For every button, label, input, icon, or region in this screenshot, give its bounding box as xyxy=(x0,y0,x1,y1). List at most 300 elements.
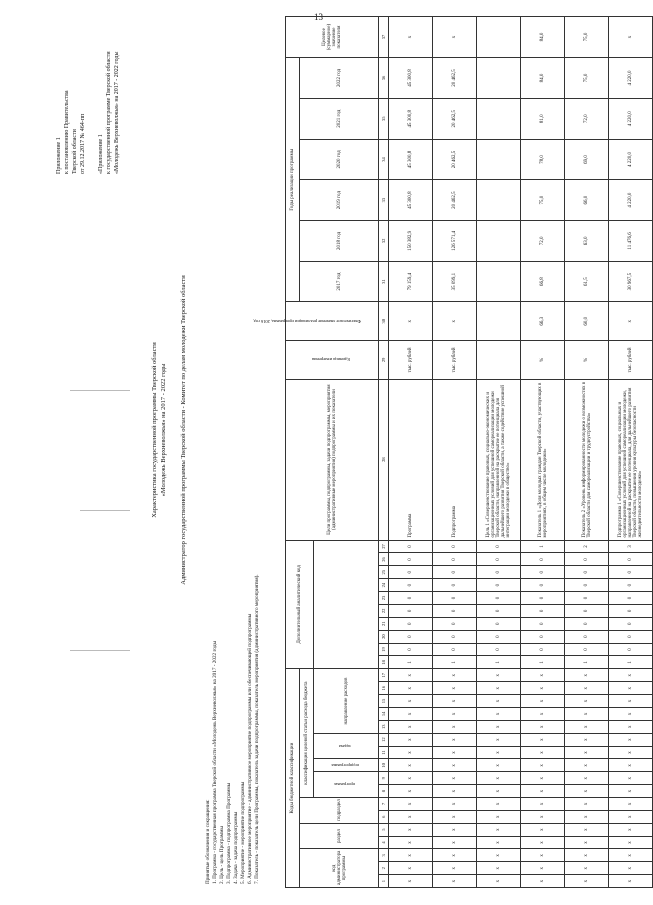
additional-code-cell: 0 xyxy=(477,592,521,605)
column-number: 13 xyxy=(379,720,389,733)
code-cell: x xyxy=(521,772,565,785)
additional-code-cell: 0 xyxy=(565,566,609,579)
code-cell: x xyxy=(521,720,565,733)
additional-code-cell: 1 xyxy=(477,656,521,669)
target-cell: 75,0 xyxy=(565,17,609,58)
code-cell: x xyxy=(609,746,653,759)
goal-header: Цели программы, подпрограммы, задачи подпрограммы, мероприятия (административные мероприятия) подпрограммы и их показатели xyxy=(286,379,379,540)
additional-code-cell: 1 xyxy=(433,656,477,669)
legend-item: 3. Подпрограмма - подпрограмма Программы xyxy=(226,782,232,884)
goal-cell: Подпрограмма xyxy=(433,379,477,540)
unit-cell: тыс. рублей xyxy=(609,341,653,380)
column-number: 1 xyxy=(379,875,389,888)
code-cell: x xyxy=(609,875,653,888)
column-number: 17 xyxy=(379,669,389,682)
additional-code-cell: 0 xyxy=(565,617,609,630)
year-value-cell: 66,8 xyxy=(521,261,565,302)
approval-line: Тверской области xyxy=(72,129,78,174)
year-2022: 2022 год xyxy=(300,58,379,99)
legend-item: 7. Показатель - показатель цели Программы, показатель задачи подпрограммы, показатель мероприятия (административного мероприятия). xyxy=(254,574,260,884)
column-number: 23 xyxy=(379,592,389,605)
additional-code-cell: 0 xyxy=(565,579,609,592)
code-cell: x xyxy=(565,707,609,720)
target-cell: 84,0 xyxy=(521,17,565,58)
unit-cell xyxy=(477,341,521,380)
column-number: 18 xyxy=(379,656,389,669)
code-cell: x xyxy=(609,862,653,875)
additional-code-cell: 0 xyxy=(521,579,565,592)
code-cell: x xyxy=(433,746,477,759)
column-number: 29 xyxy=(379,341,389,380)
code-cell: x xyxy=(433,772,477,785)
code-cell: x xyxy=(609,707,653,720)
code-cell: x xyxy=(521,823,565,836)
code-cell: x xyxy=(565,746,609,759)
additional-code-cell: 3 xyxy=(609,540,653,553)
year-value-cell: 4 220,0 xyxy=(609,98,653,139)
additional-code-cell: 1 xyxy=(609,656,653,669)
code-cell: x xyxy=(477,707,521,720)
year-value-cell: 75,0 xyxy=(521,180,565,221)
approval-line: Приложение 1 xyxy=(56,137,62,174)
code-cell: x xyxy=(433,695,477,708)
years-header: Годы реализации программы xyxy=(286,58,300,302)
code-cell: x xyxy=(609,733,653,746)
code-cell: x xyxy=(609,682,653,695)
year-2021: 2021 год xyxy=(300,98,379,139)
year-value-cell: 4 220,0 xyxy=(609,180,653,221)
additional-code-cell: 0 xyxy=(565,643,609,656)
code-cell: x xyxy=(389,746,433,759)
column-number: 19 xyxy=(379,643,389,656)
year-value-cell: 72,0 xyxy=(521,221,565,262)
additional-code-cell: 1 xyxy=(521,656,565,669)
additional-code-cell: 0 xyxy=(477,630,521,643)
table-row xyxy=(389,17,433,888)
code-cell: x xyxy=(565,875,609,888)
additional-code-cell: 0 xyxy=(389,540,433,553)
additional-code-cell: 0 xyxy=(565,553,609,566)
legend xyxy=(205,364,261,884)
code-cell: x xyxy=(521,836,565,849)
column-number: 21 xyxy=(379,617,389,630)
code-cell: x xyxy=(389,810,433,823)
code-cell: x xyxy=(609,810,653,823)
additional-code-cell: 1 xyxy=(565,656,609,669)
column-number: 33 xyxy=(379,180,389,221)
column-number: 37 xyxy=(379,17,389,58)
additional-code-cell: 0 xyxy=(433,566,477,579)
code-cell: x xyxy=(565,849,609,862)
subprogram-header: подпрограмма xyxy=(314,759,379,772)
additional-code-cell: 0 xyxy=(521,617,565,630)
additional-code-cell: 0 xyxy=(477,579,521,592)
code-cell: x xyxy=(477,875,521,888)
additional-code-cell: 0 xyxy=(609,617,653,630)
code-cell: x xyxy=(521,862,565,875)
code-cell: x xyxy=(609,849,653,862)
table-row xyxy=(521,17,565,888)
year-value-cell: 20 462,5 xyxy=(433,98,477,139)
column-number: 26 xyxy=(379,553,389,566)
title-line: «Молодежь Верхневолжья» на 2017 - 2022 годы xyxy=(160,363,167,497)
column-number: 25 xyxy=(379,566,389,579)
code-cell: x xyxy=(565,669,609,682)
year-value-cell: 126 571,4 xyxy=(433,221,477,262)
additional-code-cell: 0 xyxy=(521,643,565,656)
code-cell: x xyxy=(609,759,653,772)
table-row xyxy=(433,17,477,888)
additional-code-cell: 0 xyxy=(477,540,521,553)
title-line: Характеристика государственной программы Тверской области xyxy=(151,342,158,518)
code-cell: x xyxy=(433,797,477,810)
code-cell: x xyxy=(433,875,477,888)
column-number: 31 xyxy=(379,261,389,302)
additional-code-cell: 0 xyxy=(521,630,565,643)
column-number: 32 xyxy=(379,221,389,262)
year-value-cell: 45 300,8 xyxy=(389,139,433,180)
goal-cell: Показатель 2 «Уровень информированности молодежи о возможностях в Тверской области для самореализации и трудоустройства» xyxy=(565,379,609,540)
column-number: 22 xyxy=(379,604,389,617)
target-cell xyxy=(477,17,521,58)
year-value-cell xyxy=(477,139,521,180)
legend-item: 2. Цель - цель Программы xyxy=(219,826,225,884)
column-number: 15 xyxy=(379,695,389,708)
code-cell: x xyxy=(389,759,433,772)
column-number: 10 xyxy=(379,759,389,772)
direction-header: направление расходов xyxy=(314,669,379,733)
additional-code-cell: 0 xyxy=(433,617,477,630)
code-cell: x xyxy=(521,849,565,862)
additional-code-cell: 0 xyxy=(609,643,653,656)
code-cell: x xyxy=(521,746,565,759)
additional-code-cell: 0 xyxy=(609,592,653,605)
additional-code-cell: 0 xyxy=(433,643,477,656)
additional-code-cell: 0 xyxy=(477,643,521,656)
legend-header: Принятые обозначения и сокращения: xyxy=(205,799,211,884)
year-value-cell: 84,0 xyxy=(521,58,565,99)
code-cell: x xyxy=(565,797,609,810)
goal-cell: Программа xyxy=(389,379,433,540)
year-value-cell: 75,0 xyxy=(565,58,609,99)
approval-block xyxy=(55,14,121,174)
additional-code-cell: 0 xyxy=(565,592,609,605)
code-cell: x xyxy=(565,695,609,708)
code-cell: x xyxy=(477,849,521,862)
fact-cell xyxy=(477,302,521,341)
code-cell: x xyxy=(521,695,565,708)
legend-item: 1. Программа - государственная программа Тверской области «Молодежь Верхневолжья» на 2017 - 2022 годы xyxy=(212,640,218,884)
table-row xyxy=(565,17,609,888)
code-cell: x xyxy=(477,823,521,836)
code-cell: x xyxy=(477,746,521,759)
year-value-cell: 150 382,9 xyxy=(389,221,433,262)
fact-cell: x xyxy=(433,302,477,341)
fact-cell: x xyxy=(389,302,433,341)
year-2018: 2018 год xyxy=(300,221,379,262)
goal-cell: Цель 1 «Совершенствование правовых, социально-экономических и организационных условий для успешной самореализации молодежи Тверской области, направленной на раскрытие ее потенциала для дальнейшего развития Тверской области, а также содействие успешной интеграции молодежи в общество» xyxy=(477,379,521,540)
year-value-cell: 78,0 xyxy=(521,139,565,180)
additional-code-cell: 0 xyxy=(433,579,477,592)
year-value-cell xyxy=(477,261,521,302)
year-value-cell: 11 476,6 xyxy=(609,221,653,262)
code-cell: x xyxy=(433,849,477,862)
code-cell: x xyxy=(433,823,477,836)
approval-line: «Молодежь Верхневолжья» на 2017 - 2022 годы xyxy=(114,51,120,174)
approval-line: «Приложение 1 xyxy=(98,134,104,174)
year-value-cell: 63,0 xyxy=(565,221,609,262)
target-cell: x xyxy=(389,17,433,58)
code-cell: x xyxy=(389,797,433,810)
budget-code-header: Коды бюджетной классификации xyxy=(286,669,300,888)
column-number: 3 xyxy=(379,849,389,862)
column-number: 16 xyxy=(379,682,389,695)
additional-code-cell: 0 xyxy=(609,566,653,579)
year-value-cell: 20 462,5 xyxy=(433,139,477,180)
year-2020: 2020 год xyxy=(300,139,379,180)
code-cell: x xyxy=(521,707,565,720)
year-value-cell: 45 300,8 xyxy=(389,58,433,99)
additional-code-cell: 0 xyxy=(521,566,565,579)
additional-code-cell: 1 xyxy=(521,540,565,553)
year-2017: 2017 год xyxy=(300,261,379,302)
year-2019: 2019 год xyxy=(300,180,379,221)
code-cell: x xyxy=(477,733,521,746)
code-cell: x xyxy=(477,669,521,682)
code-cell: x xyxy=(477,772,521,785)
additional-code-cell: 0 xyxy=(389,643,433,656)
code-cell: x xyxy=(521,875,565,888)
additional-code-cell: 0 xyxy=(433,592,477,605)
code-cell: x xyxy=(565,823,609,836)
additional-code-cell: 0 xyxy=(389,630,433,643)
rotated-page xyxy=(55,10,643,890)
year-value-cell: 35 099,1 xyxy=(433,261,477,302)
column-number: 14 xyxy=(379,707,389,720)
unit-cell: % xyxy=(521,341,565,380)
column-number: 12 xyxy=(379,733,389,746)
code-cell: x xyxy=(433,733,477,746)
goal-cell: Подпрограмма 1 «Совершенствование правовых, социальных и организационных условий для успешной самореализации молодежи, направленной на раскрытие ее потенциала, для дальнейшего развития Тверской области, повышения уровня культуры безопасности жизнедеятельности молодежи» xyxy=(609,379,653,540)
code-cell: x xyxy=(433,810,477,823)
approval-line: к государственной программе Тверской области xyxy=(106,51,112,174)
code-cell: x xyxy=(521,759,565,772)
year-value-cell: 66,0 xyxy=(565,180,609,221)
code-cell: x xyxy=(433,720,477,733)
code-cell: x xyxy=(389,772,433,785)
column-number: 6 xyxy=(379,810,389,823)
column-number: 30 xyxy=(379,302,389,341)
target-cell: x xyxy=(433,17,477,58)
code-cell: x xyxy=(389,862,433,875)
additional-code-cell: 0 xyxy=(565,630,609,643)
column-number: 35 xyxy=(379,98,389,139)
column-number: 8 xyxy=(379,785,389,798)
code-cell: x xyxy=(609,772,653,785)
additional-code-cell: 2 xyxy=(565,540,609,553)
additional-code-cell: 0 xyxy=(609,553,653,566)
section-header: раздел xyxy=(300,823,379,849)
additional-code-cell: 0 xyxy=(477,566,521,579)
additional-code-cell: 0 xyxy=(565,604,609,617)
task-header: задача xyxy=(314,733,379,759)
code-cell: x xyxy=(565,772,609,785)
code-cell: x xyxy=(565,836,609,849)
fact-cell: 60,0 xyxy=(565,302,609,341)
admin-code-header: код администратора программы xyxy=(300,849,379,888)
code-cell: x xyxy=(389,785,433,798)
code-cell: x xyxy=(521,669,565,682)
code-cell: x xyxy=(477,720,521,733)
code-cell: x xyxy=(609,797,653,810)
additional-code-cell: 0 xyxy=(389,579,433,592)
additional-code-cell: 0 xyxy=(521,604,565,617)
additional-code-cell: 0 xyxy=(521,592,565,605)
year-value-cell: 4 220,0 xyxy=(609,139,653,180)
additional-code-cell: 0 xyxy=(389,566,433,579)
column-numbers-row xyxy=(379,17,389,888)
code-cell: x xyxy=(565,733,609,746)
year-value-cell: 79 159,4 xyxy=(389,261,433,302)
additional-code-cell: 0 xyxy=(433,540,477,553)
target-header: Целевое (суммарное) значение показателя xyxy=(286,17,379,58)
fact-cell: 66,3 xyxy=(521,302,565,341)
code-cell: x xyxy=(609,836,653,849)
additional-sub-header xyxy=(314,540,379,669)
additional-code-cell: 0 xyxy=(521,553,565,566)
year-value-cell: 61,5 xyxy=(565,261,609,302)
code-cell: x xyxy=(433,759,477,772)
code-cell: x xyxy=(565,862,609,875)
additional-code-header: Дополнительный аналитический код xyxy=(286,540,314,669)
code-cell: x xyxy=(477,836,521,849)
additional-code-cell: 0 xyxy=(477,604,521,617)
goal-cell: Показатель 1 «Доля молодых граждан Тверской области, участвующих в мероприятиях, в общем числе молодежи» xyxy=(521,379,565,540)
column-number: 5 xyxy=(379,823,389,836)
document-title xyxy=(150,220,168,640)
table-row xyxy=(609,17,653,888)
code-cell: x xyxy=(609,695,653,708)
year-value-cell: 69,0 xyxy=(565,139,609,180)
code-cell: x xyxy=(389,823,433,836)
year-value-cell xyxy=(477,221,521,262)
code-cell: x xyxy=(389,836,433,849)
column-number: 11 xyxy=(379,746,389,759)
code-cell: x xyxy=(477,785,521,798)
code-cell: x xyxy=(521,810,565,823)
year-value-cell xyxy=(477,58,521,99)
year-value-cell xyxy=(477,180,521,221)
code-cell: x xyxy=(477,862,521,875)
additional-code-cell: 0 xyxy=(609,630,653,643)
additional-code-cell: 0 xyxy=(609,604,653,617)
code-cell: x xyxy=(477,810,521,823)
code-cell: x xyxy=(521,797,565,810)
code-cell: x xyxy=(389,695,433,708)
code-cell: x xyxy=(433,669,477,682)
code-cell: x xyxy=(565,810,609,823)
code-cell: x xyxy=(609,823,653,836)
subsection-header: подраздел xyxy=(300,797,379,823)
code-cell: x xyxy=(609,720,653,733)
year-value-cell xyxy=(477,98,521,139)
code-cell: x xyxy=(389,720,433,733)
year-value-cell: 45 300,8 xyxy=(389,180,433,221)
year-value-cell: 20 462,5 xyxy=(433,180,477,221)
program-header: программа xyxy=(314,772,379,798)
column-number: 4 xyxy=(379,836,389,849)
approval-line: от 29.12.2017 № 464-пп xyxy=(80,113,86,174)
year-value-cell: 72,0 xyxy=(565,98,609,139)
legend-item: 4. Задача - задача подпрограммы xyxy=(233,811,239,884)
code-cell: x xyxy=(433,707,477,720)
fact-header: Фактическое значение реализации программы, 2016 год xyxy=(286,302,379,341)
legend-item: 6. Административное мероприятие - административное мероприятие подпрограммы или обеспечивающей подпрограммы xyxy=(247,613,253,884)
year-value-cell: 81,0 xyxy=(521,98,565,139)
column-number: 9 xyxy=(379,772,389,785)
legend-item: 5. Мероприятие - мероприятие подпрограммы xyxy=(240,781,246,884)
additional-code-cell: 0 xyxy=(389,604,433,617)
code-cell: x xyxy=(389,669,433,682)
additional-code-cell: 1 xyxy=(389,656,433,669)
fact-cell: x xyxy=(609,302,653,341)
additional-code-cell: 0 xyxy=(477,617,521,630)
year-value-cell: 4 220,0 xyxy=(609,58,653,99)
column-number: 24 xyxy=(379,579,389,592)
column-number: 36 xyxy=(379,58,389,99)
code-cell: x xyxy=(477,682,521,695)
year-value-cell: 30 967,5 xyxy=(609,261,653,302)
code-cell: x xyxy=(521,785,565,798)
target-article-header: классификация целевой статьи расхода бюджета xyxy=(300,669,314,798)
additional-code-cell: 0 xyxy=(389,592,433,605)
additional-code-cell: 0 xyxy=(433,553,477,566)
code-cell: x xyxy=(389,875,433,888)
code-cell: x xyxy=(565,759,609,772)
page-number: 13 xyxy=(314,12,323,22)
code-cell: x xyxy=(433,836,477,849)
column-number: 28 xyxy=(379,379,389,540)
code-cell: x xyxy=(609,669,653,682)
year-value-cell: 20 462,5 xyxy=(433,58,477,99)
code-cell: x xyxy=(565,720,609,733)
code-cell: x xyxy=(565,682,609,695)
code-cell: x xyxy=(389,682,433,695)
code-cell: x xyxy=(389,849,433,862)
table-row xyxy=(477,17,521,888)
column-number: 7 xyxy=(379,797,389,810)
code-cell: x xyxy=(477,759,521,772)
code-cell: x xyxy=(477,797,521,810)
column-number: 20 xyxy=(379,630,389,643)
unit-cell: тыс. рублей xyxy=(389,341,433,380)
column-number: 34 xyxy=(379,139,389,180)
additional-code-cell: 0 xyxy=(609,579,653,592)
additional-code-cell: 0 xyxy=(389,617,433,630)
unit-cell: % xyxy=(565,341,609,380)
additional-code-cell: 0 xyxy=(477,553,521,566)
additional-code-cell: 0 xyxy=(433,604,477,617)
unit-cell: тыс. рублей xyxy=(433,341,477,380)
additional-code-cell: 0 xyxy=(433,630,477,643)
code-cell: x xyxy=(433,682,477,695)
code-cell: x xyxy=(521,733,565,746)
additional-code-cell: 0 xyxy=(389,553,433,566)
code-cell: x xyxy=(433,785,477,798)
column-number: 27 xyxy=(379,540,389,553)
year-value-cell: 45 300,8 xyxy=(389,98,433,139)
target-cell: x xyxy=(609,17,653,58)
